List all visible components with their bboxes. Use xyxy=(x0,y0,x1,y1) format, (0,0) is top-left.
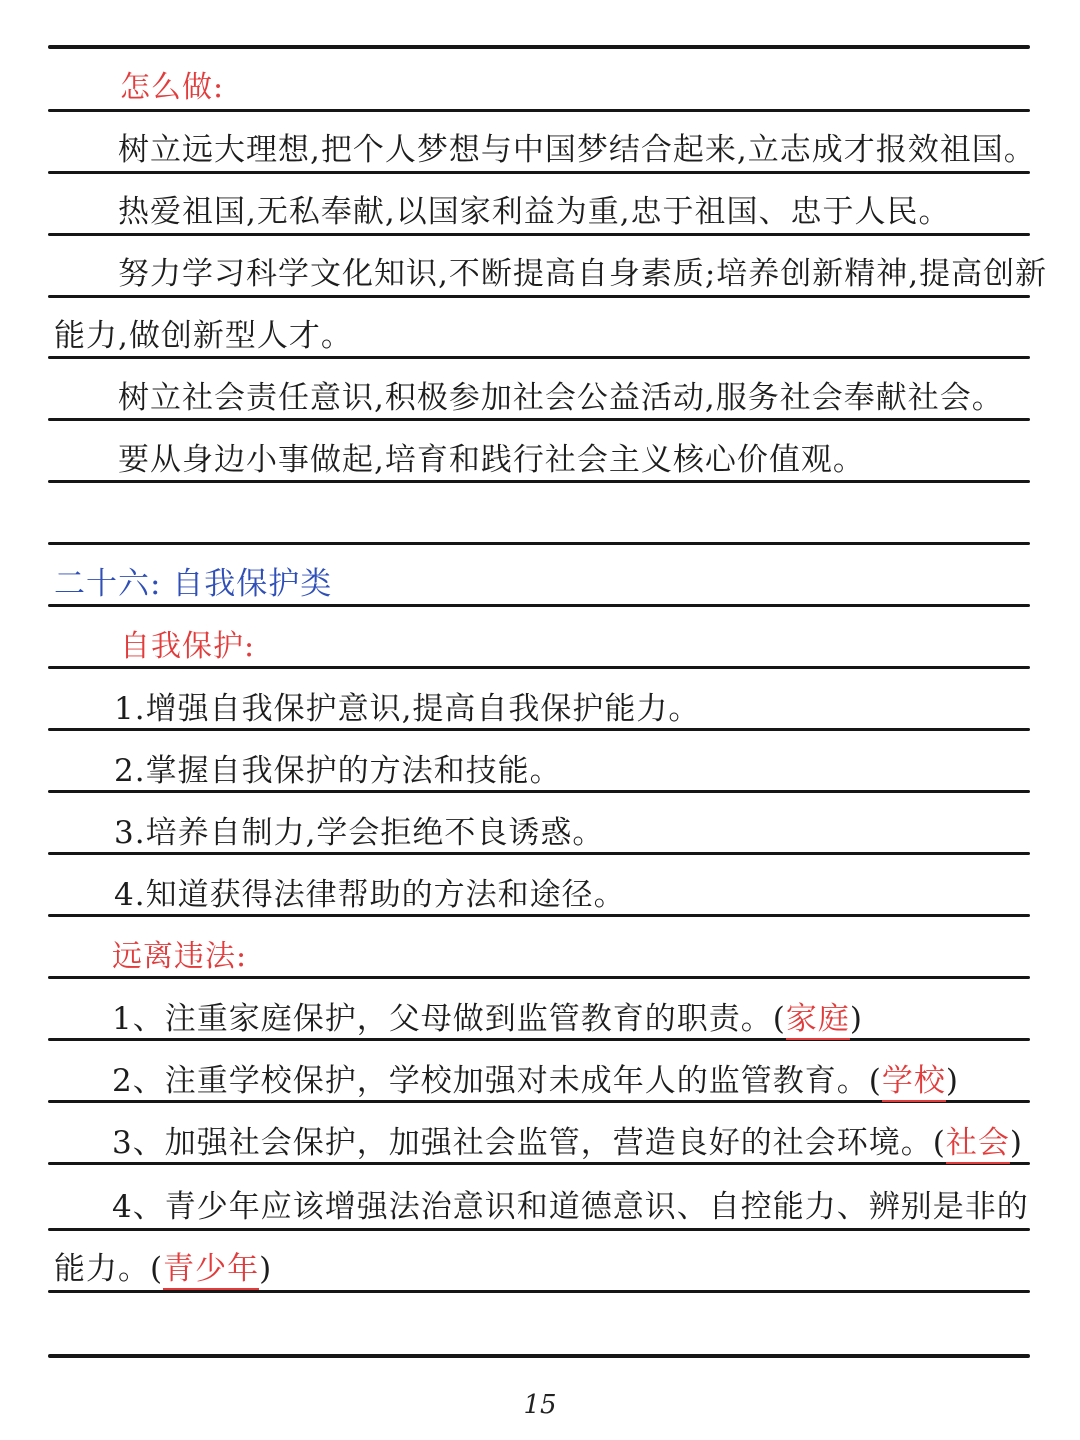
heading-self-protection: 自我保护: xyxy=(120,629,256,664)
text-line: 努力学习科学文化知识,不断提高自身素质;培养创新精神,提高创新 xyxy=(118,256,1048,292)
ruled-line xyxy=(48,45,1030,49)
text-line: 树立社会责任意识,积极参加社会公益活动,服务社会奉献社会。 xyxy=(118,380,1004,416)
list-item: 3.培养自制力,学会拒绝不良诱惑。 xyxy=(114,815,605,851)
ruled-line xyxy=(48,480,1030,483)
list-item-continuation xyxy=(54,1249,272,1289)
ruled-line xyxy=(48,109,1030,112)
ruled-line xyxy=(48,542,1030,545)
ruled-line xyxy=(48,233,1030,236)
list-item: 2.掌握自我保护的方法和技能。 xyxy=(114,753,562,789)
item-text: 能力。( xyxy=(54,1251,164,1287)
heading-how-to-do: 怎么做: xyxy=(120,70,225,105)
text-line: 要从身边小事做起,培育和践行社会主义核心价值观。 xyxy=(118,442,865,478)
ruled-line xyxy=(48,171,1030,174)
list-item xyxy=(112,1061,959,1101)
close-paren: ) xyxy=(1009,1125,1023,1161)
section-title: 二十六: 自我保护类 xyxy=(54,566,333,602)
ruled-line xyxy=(48,1290,1030,1293)
list-item xyxy=(112,999,863,1039)
list-item xyxy=(112,1187,1029,1227)
list-item xyxy=(112,1123,1023,1163)
text-line: 树立远大理想,把个人梦想与中国梦结合起来,立志成才报效祖国。 xyxy=(118,132,1036,168)
answer-society: 社会 xyxy=(946,1125,1010,1164)
item-text: 1、注重家庭保护，父母做到监管教育的职责。( xyxy=(112,1001,786,1037)
text-line: 能力,做创新型人才。 xyxy=(54,318,353,354)
page-number: 15 xyxy=(523,1390,557,1420)
list-item: 1.增强自我保护意识,提高自我保护能力。 xyxy=(114,691,701,727)
list-item: 4.知道获得法律帮助的方法和途径。 xyxy=(114,877,626,913)
ruled-line xyxy=(48,295,1030,298)
ruled-line xyxy=(48,356,1030,359)
text-line: 热爱祖国,无私奉献,以国家利益为重,忠于祖国、忠于人民。 xyxy=(118,194,951,230)
ruled-line xyxy=(48,1228,1030,1231)
item-text: 3、加强社会保护，加强社会监管，营造良好的社会环境。( xyxy=(112,1125,946,1161)
close-paren: ) xyxy=(945,1063,959,1099)
ruled-line xyxy=(48,1354,1030,1358)
answer-youth: 青少年 xyxy=(163,1251,259,1290)
answer-school: 学校 xyxy=(882,1063,946,1102)
ruled-line xyxy=(48,604,1030,607)
close-paren: ) xyxy=(259,1251,273,1287)
item-text: 2、注重学校保护，学校加强对未成年人的监管教育。( xyxy=(112,1063,882,1099)
answer-family: 家庭 xyxy=(786,1001,850,1040)
heading-stay-away-from-crime: 远离违法: xyxy=(112,939,248,974)
ruled-line xyxy=(48,418,1030,421)
close-paren: ) xyxy=(849,1001,863,1037)
item-text: 4、青少年应该增强法治意识和道德意识、自控能力、辨别是非的 xyxy=(112,1189,1029,1225)
